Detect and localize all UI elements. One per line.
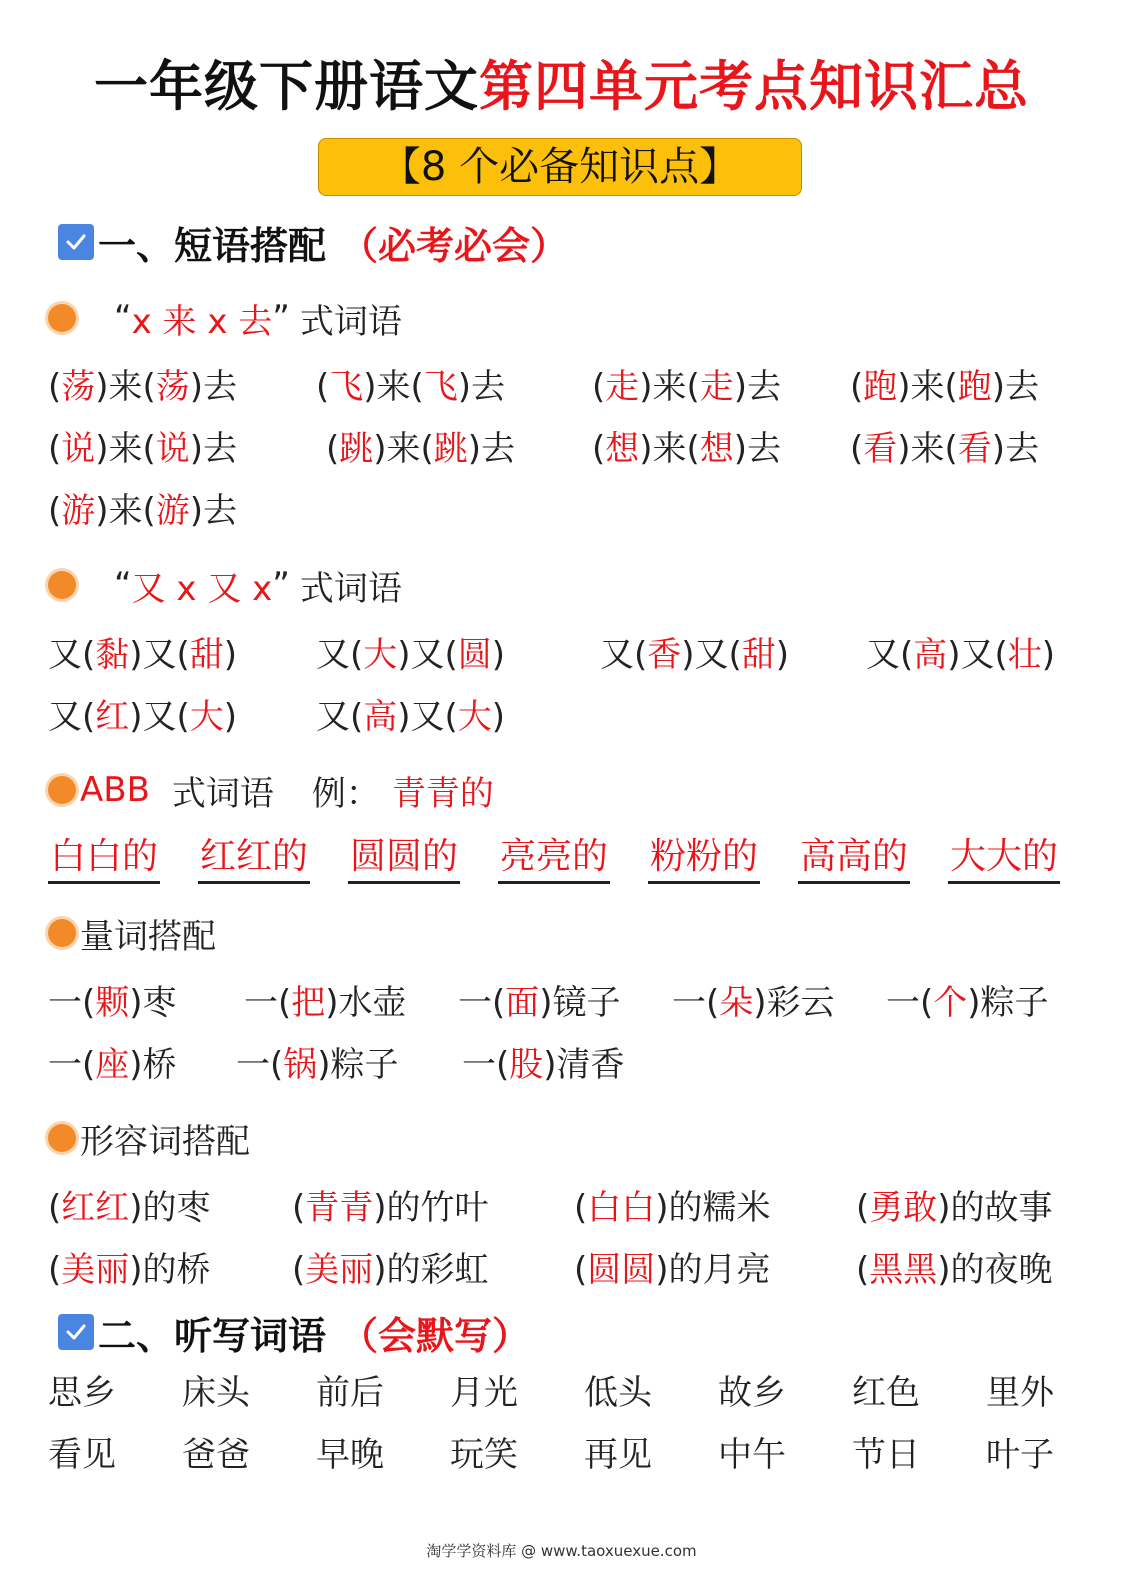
abb-word: 红红的 (198, 833, 310, 884)
abb-label: ABB (80, 770, 150, 810)
section-1-note: （必考必会） (340, 223, 569, 268)
dictation-word: 早晚 (316, 1435, 384, 1475)
dictation-word: 前后 (316, 1373, 384, 1413)
quote-close: ” (272, 298, 290, 338)
dictation-word: 看见 (48, 1435, 116, 1475)
dictation-word: 再见 (584, 1435, 652, 1475)
section-1-heading (58, 218, 568, 266)
phrase-item: (跑)来(跑)去 (850, 367, 1040, 407)
abb-word: 粉粉的 (648, 833, 760, 884)
phrase-item: (飞)来(飞)去 (316, 367, 506, 407)
phrase-item: 一(股)清香 (462, 1045, 625, 1085)
section-2-title: 二、听写词语 (98, 1313, 327, 1358)
phrase-item: (走)来(走)去 (592, 367, 782, 407)
phrase-item: 一(颗)枣 (48, 983, 177, 1023)
page-title (0, 52, 1123, 122)
title-unit: 第四单元考点知识汇总 (479, 55, 1029, 118)
section-2-note: （会默写） (340, 1313, 531, 1358)
phrase-item: (游)来(游)去 (48, 491, 238, 531)
phrase-item: 一(锅)粽子 (236, 1045, 399, 1085)
dictation-word: 红色 (852, 1373, 920, 1413)
phrase-item: 又(高)又(壮) (866, 635, 1056, 675)
dictation-word: 叶子 (986, 1435, 1054, 1475)
phrase-item: 一(面)镜子 (458, 983, 621, 1023)
quote-open: “ (114, 298, 132, 338)
phrase-item: (红红)的枣 (48, 1188, 211, 1228)
phrase-item: 又(红)又(大) (48, 697, 238, 737)
abb-suffix: 式词语 (171, 773, 274, 814)
dictation-row (0, 1430, 1123, 1480)
adjective-label: 形容词搭配 (80, 1121, 250, 1162)
checkbox-icon (58, 1314, 94, 1350)
phrase-item: (美丽)的桥 (48, 1250, 211, 1290)
subtitle-banner: 【8 个必备知识点】 (318, 138, 802, 196)
dictation-word: 思乡 (48, 1373, 116, 1413)
quote-open: “ (114, 565, 132, 605)
dictation-word: 节日 (852, 1435, 920, 1475)
pattern-suffix: 式词语 (299, 301, 402, 342)
phrase-row (0, 978, 1123, 1028)
group-1-heading (48, 296, 402, 340)
phrase-item: (圆圆)的月亮 (574, 1250, 771, 1290)
phrase-item: (跳)来(跳)去 (326, 429, 516, 469)
abb-word: 白白的 (48, 833, 160, 884)
abb-word: 高高的 (798, 833, 910, 884)
phrase-item: (看)来(看)去 (850, 429, 1040, 469)
dictation-word: 低头 (584, 1373, 652, 1413)
phrase-item: (想)来(想)去 (592, 429, 782, 469)
section-1-title: 一、短语搭配 (98, 223, 327, 268)
dictation-word: 中午 (718, 1435, 786, 1475)
phrase-item: 又(大)又(圆) (316, 635, 506, 675)
phrase-row (0, 630, 1123, 680)
dictation-word: 里外 (986, 1373, 1054, 1413)
bullet-dot-icon (48, 776, 76, 804)
example-label: 例： (311, 773, 380, 814)
group-5-heading (48, 1116, 250, 1160)
dictation-word: 故乡 (718, 1373, 786, 1413)
dictation-word: 玩笑 (450, 1435, 518, 1475)
phrase-item: 一(个)粽子 (886, 983, 1049, 1023)
bullet-dot-icon (48, 571, 76, 599)
phrase-item: (黑黑)的夜晚 (856, 1250, 1053, 1290)
phrase-row (0, 1040, 1123, 1090)
phrase-row (0, 362, 1123, 412)
bullet-dot-icon (48, 919, 76, 947)
dictation-word: 爸爸 (182, 1435, 250, 1475)
phrase-item: 又(高)又(大) (316, 697, 506, 737)
abb-word: 大大的 (948, 833, 1060, 884)
dictation-row (0, 1368, 1123, 1418)
quote-close: ” (272, 565, 290, 605)
abb-word-row (0, 833, 1123, 887)
dictation-word: 月光 (450, 1373, 518, 1413)
pattern-label: 又 x 又 x (131, 568, 273, 609)
title-grade: 一年级下册语文 (94, 55, 479, 118)
group-3-heading (48, 768, 494, 812)
phrase-row (0, 692, 1123, 742)
phrase-item: (美丽)的彩虹 (292, 1250, 489, 1290)
phrase-row (0, 424, 1123, 474)
checkbox-icon (58, 224, 94, 260)
phrase-item: 又(黏)又(甜) (48, 635, 238, 675)
phrase-item: 一(朵)彩云 (672, 983, 835, 1023)
group-4-heading (48, 911, 216, 955)
group-2-heading (48, 563, 402, 607)
phrase-item: 一(座)桥 (48, 1045, 177, 1085)
phrase-item: (说)来(说)去 (48, 429, 238, 469)
bullet-dot-icon (48, 304, 76, 332)
pattern-suffix: 式词语 (299, 568, 402, 609)
phrase-item: (白白)的糯米 (574, 1188, 771, 1228)
phrase-item: (青青)的竹叶 (292, 1188, 489, 1228)
phrase-row (0, 1245, 1123, 1295)
example-word: 青青的 (391, 773, 494, 814)
section-2-heading (58, 1308, 530, 1356)
abb-word: 亮亮的 (498, 833, 610, 884)
phrase-row (0, 486, 1123, 536)
footer-watermark: 淘学学资料库 @ www.taoxuexue.com (426, 1542, 697, 1560)
bullet-dot-icon (48, 1124, 76, 1152)
measure-label: 量词搭配 (80, 916, 216, 957)
phrase-item: 又(香)又(甜) (600, 635, 790, 675)
phrase-row (0, 1183, 1123, 1233)
phrase-item: 一(把)水壶 (244, 983, 407, 1023)
pattern-label: x 来 x 去 (131, 301, 273, 342)
phrase-item: (勇敢)的故事 (856, 1188, 1053, 1228)
dictation-word: 床头 (182, 1373, 250, 1413)
abb-word: 圆圆的 (348, 833, 460, 884)
phrase-item: (荡)来(荡)去 (48, 367, 238, 407)
